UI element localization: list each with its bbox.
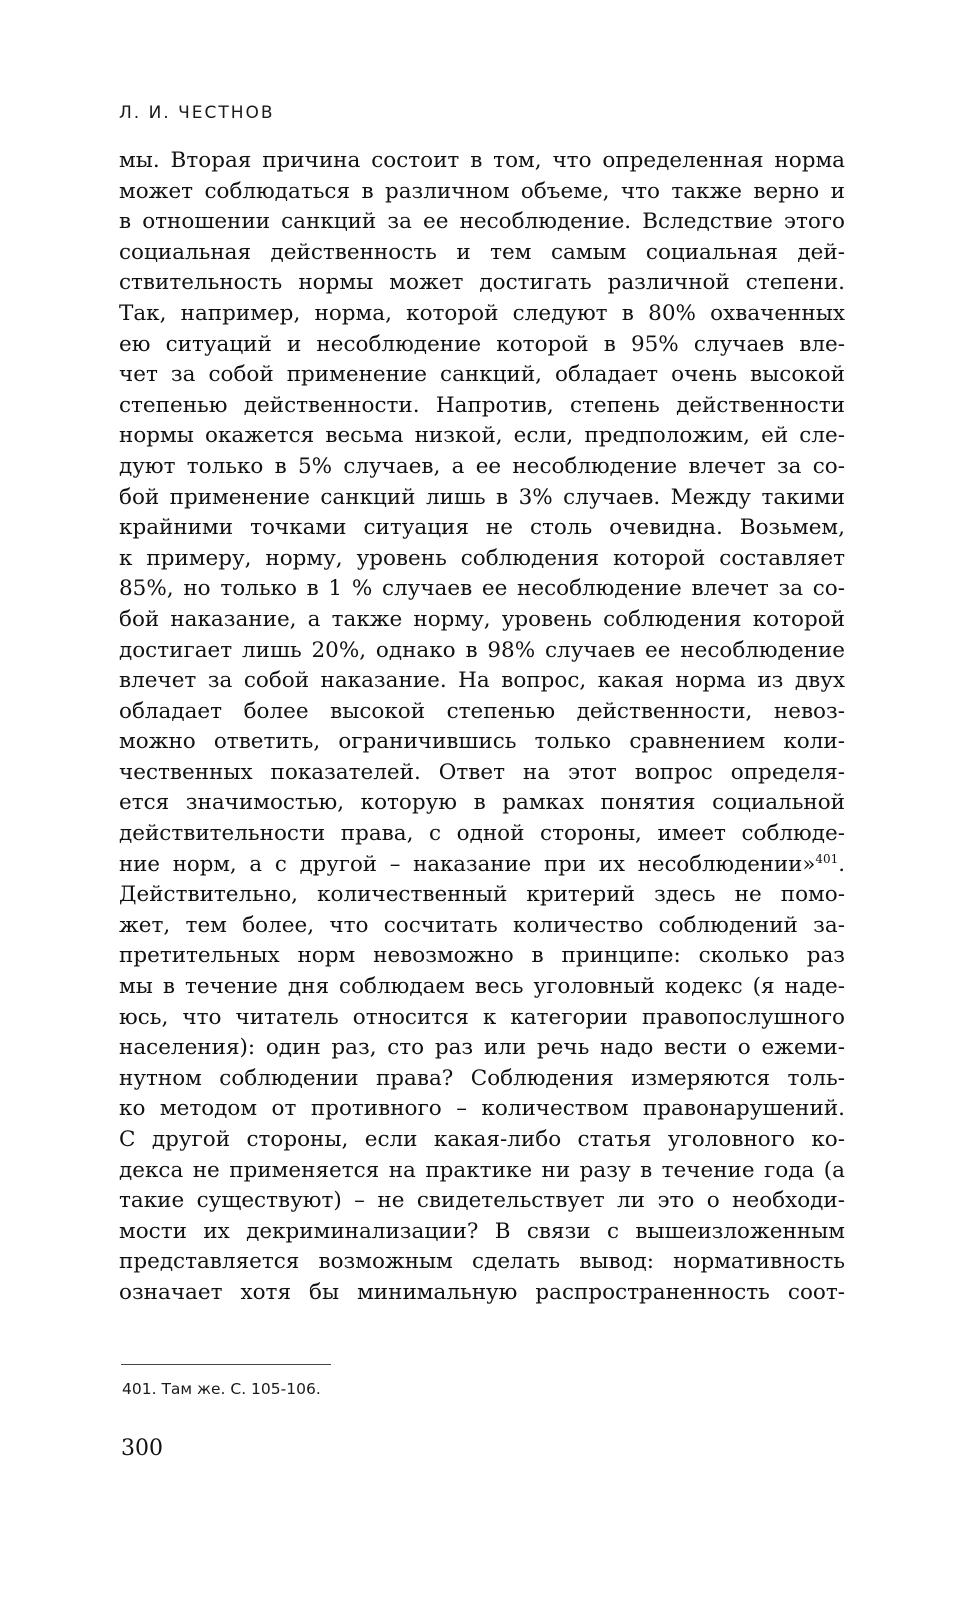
text-line: представляется возможным сделать вывод: нормативность bbox=[119, 1249, 845, 1275]
body-text bbox=[119, 146, 845, 1309]
text-line: ею ситуаций и несоблюдение которой в 95% случаев вле- bbox=[119, 331, 845, 357]
text-line: ко методом от противного – количеством правонарушений. bbox=[119, 1096, 845, 1122]
text-line: социальная действенность и тем самым социальная дей- bbox=[119, 239, 845, 265]
text-line: населения): один раз, сто раз или речь надо вести о ежеми- bbox=[119, 1035, 845, 1061]
text-line: влечет за собой наказание. На вопрос, какая норма из двух bbox=[119, 668, 845, 694]
text-line: мы в течение дня соблюдаем весь уголовный кодекс (я наде- bbox=[119, 974, 845, 1000]
footnote-reference[interactable]: 401 bbox=[815, 851, 839, 866]
text-line: бой применение санкций лишь в 3% случаев. Между такими bbox=[119, 484, 845, 510]
text-line: мы. Вторая причина состоит в том, что определенная норма bbox=[119, 148, 845, 173]
footnote-ref-trailing: . bbox=[838, 851, 846, 877]
text-line: чет за собой применение санкций, обладает очень высокой bbox=[119, 362, 845, 388]
text-line: нутном соблюдении права? Соблюдения измеряются толь- bbox=[119, 1065, 845, 1091]
footnote-divider bbox=[121, 1364, 331, 1365]
text-line: может соблюдаться в различном объеме, что также верно и bbox=[119, 178, 845, 204]
text-line: декса не применяется на практике ни разу в течение года (а bbox=[119, 1157, 845, 1183]
text-line: ется значимостью, которую в рамках понятия социальной bbox=[119, 790, 845, 816]
text-line: обладает более высокой степенью действенности, невоз- bbox=[119, 698, 845, 724]
text-line: степенью действенности. Напротив, степень действенности bbox=[119, 392, 845, 418]
text-line: юсь, что читатель относится к категории правопослушного bbox=[119, 1004, 845, 1030]
text-line: 85%, но только в 1 % случаев ее несоблюдение влечет за со- bbox=[119, 576, 845, 602]
text-line: С другой стороны, если какая-либо статья уголовного ко- bbox=[119, 1127, 845, 1152]
text-line: жет, тем более, что сосчитать количество соблюдений за- bbox=[119, 912, 845, 938]
text-line: ствительность нормы может достигать различной степени. bbox=[119, 270, 845, 296]
text-line: бой наказание, а также норму, уровень соблюдения которой bbox=[119, 606, 845, 632]
text-line: претительных норм невозможно в принципе: сколько раз bbox=[119, 943, 845, 969]
text-line: чественных показателей. Ответ на этот вопрос определя- bbox=[119, 759, 845, 785]
footnote-401: 401. Там же. С. 105-106. bbox=[122, 1380, 321, 1398]
text-line: к примеру, норму, уровень соблюдения которой составляет bbox=[119, 545, 845, 571]
text-line: Действительно, количественный критерий здесь не помо- bbox=[119, 882, 845, 908]
text-line: дуют только в 5% случаев, а ее несоблюдение влечет за со- bbox=[119, 453, 845, 479]
text-line: достигает лишь 20%, однако в 98% случаев ее несоблюдение bbox=[119, 637, 845, 663]
text-line: действительности права, с одной стороны, имеет соблюде- bbox=[119, 821, 845, 847]
text-line: мости их декриминализации? В связи с вышеизложенным bbox=[119, 1218, 845, 1244]
text-line-with-footnote-ref bbox=[119, 850, 845, 881]
text-line: такие существуют) – не свидетельствует ли это о необходи- bbox=[119, 1188, 845, 1214]
text-line: означает хотя бы минимальную распространенность соот- bbox=[119, 1279, 845, 1305]
text-line: Так, например, норма, которой следуют в 80% охваченных bbox=[119, 300, 845, 326]
text-line: в отношении санкций за ее несоблюдение. Вследствие этого bbox=[119, 209, 845, 235]
text-line: крайними точками ситуация не столь очевидна. Возьмем, bbox=[119, 515, 845, 541]
page-number: 300 bbox=[121, 1436, 163, 1461]
text-line: нормы окажется весьма низкой, если, предположим, ей сле- bbox=[119, 423, 845, 449]
text-line: можно ответить, ограничившись только сравнением коли- bbox=[119, 729, 845, 755]
text-line-content: ние норм, а с другой – наказание при их несоблюдении» bbox=[119, 851, 816, 877]
running-head: Л. И. ЧЕСТНОВ bbox=[119, 103, 275, 123]
